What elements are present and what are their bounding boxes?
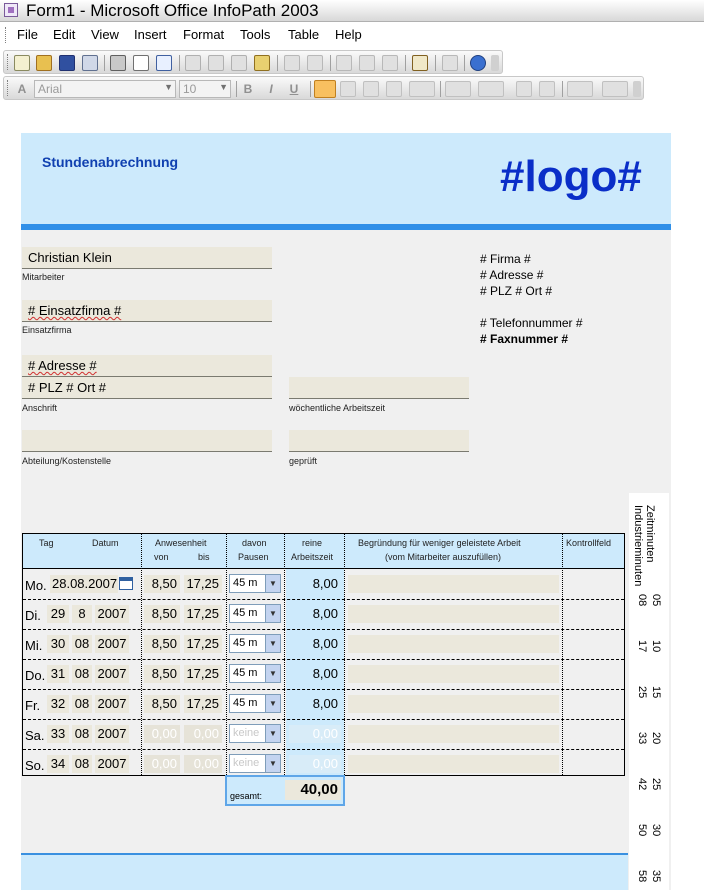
reason-input[interactable] <box>348 575 559 593</box>
column-divider <box>226 534 227 775</box>
weekly-hours-field[interactable] <box>289 377 469 399</box>
reason-input[interactable] <box>348 665 559 683</box>
time-from-input[interactable]: 0,00 <box>144 725 180 743</box>
form-title: Stundenabrechnung <box>42 154 179 170</box>
company-address: # Adresse # <box>480 268 544 282</box>
time-to-input[interactable]: 17,25 <box>184 605 222 623</box>
toolbar-separator <box>179 55 180 71</box>
side-zeit-value: 30 <box>650 824 662 837</box>
day-label: Di. <box>25 608 41 623</box>
toolbar-grip[interactable] <box>7 54 10 70</box>
side-panel <box>629 493 669 890</box>
pause-select[interactable] <box>229 634 281 653</box>
company-label: Einsatzfirma <box>22 325 72 335</box>
calendar-icon[interactable] <box>119 577 133 590</box>
footer-band <box>21 855 628 890</box>
menu-edit[interactable]: Edit <box>53 27 76 42</box>
pause-value: 45 m <box>233 697 258 709</box>
date-day-input[interactable]: 33 <box>47 725 69 743</box>
time-to-input[interactable]: 17,25 <box>184 665 222 683</box>
column-divider <box>284 534 285 775</box>
date-year-input[interactable]: 2007 <box>95 755 129 773</box>
checked-label: geprüft <box>289 456 318 466</box>
font-name-value: Arial <box>38 82 63 96</box>
total-box <box>225 775 345 806</box>
time-to-input[interactable]: 17,25 <box>184 695 222 713</box>
pause-value: 45 m <box>233 667 258 679</box>
address-line1-field[interactable] <box>22 355 272 377</box>
header-arbeitszeit: Arbeitszeit <box>291 552 334 562</box>
column-divider <box>562 534 563 775</box>
time-from-input[interactable]: 8,50 <box>144 695 180 713</box>
toolbar-separator <box>310 81 311 97</box>
row-divider <box>23 599 624 600</box>
pause-select[interactable] <box>229 604 281 623</box>
save-icon[interactable] <box>59 55 75 71</box>
menu-format[interactable]: Format <box>183 27 225 42</box>
pause-select[interactable] <box>229 574 281 593</box>
toolbar-separator <box>236 81 237 97</box>
address-line2-field[interactable] <box>22 377 272 399</box>
side-ind-value: 25 <box>636 686 648 699</box>
date-year-input[interactable]: 2007 <box>95 665 129 683</box>
infopath-app-icon[interactable] <box>4 3 18 17</box>
date-month-input[interactable]: 08 <box>72 665 92 683</box>
toolbar-separator <box>277 55 278 71</box>
side-ind-value: 58 <box>636 870 648 883</box>
day-label: Sa. <box>25 728 45 743</box>
time-to-input[interactable]: 0,00 <box>184 725 222 743</box>
help-icon[interactable] <box>470 55 486 71</box>
toolbar-grip[interactable] <box>7 80 10 96</box>
chevron-down-icon[interactable]: ▼ <box>265 575 280 592</box>
column-divider <box>344 534 345 775</box>
date-day-input[interactable]: 34 <box>47 755 69 773</box>
date-day-input[interactable]: 30 <box>47 635 69 653</box>
title-bar <box>0 0 704 22</box>
font-size-value: 10 <box>183 82 197 96</box>
insert-table-icon[interactable] <box>359 55 375 71</box>
chevron-down-icon[interactable]: ▼ <box>265 725 280 742</box>
day-label: Fr. <box>25 698 41 713</box>
date-month-input[interactable]: 08 <box>72 635 92 653</box>
menu-grip[interactable] <box>5 27 8 43</box>
company-value: # Einsatzfirma # <box>28 303 122 318</box>
side-ind-value: 33 <box>636 732 648 745</box>
date-year-input[interactable]: 2007 <box>95 605 129 623</box>
header-tag: Tag <box>39 538 54 548</box>
column-divider <box>141 534 142 775</box>
save-as-icon[interactable] <box>82 55 98 71</box>
decrease-indent-icon[interactable] <box>516 81 532 97</box>
side-zeit-value: 15 <box>650 686 662 699</box>
side-ind-value: 08 <box>636 594 648 607</box>
undo-icon[interactable] <box>284 55 300 71</box>
open-icon[interactable] <box>36 55 52 71</box>
time-to-input[interactable]: 17,25 <box>184 575 222 593</box>
header-reine: reine <box>302 538 323 548</box>
header-pausen: Pausen <box>238 552 269 562</box>
menu-help[interactable]: Help <box>335 27 362 42</box>
header-von: von <box>154 552 169 562</box>
header-anwesenheit: Anwesenheit <box>155 538 207 548</box>
logo-placeholder: #logo# <box>500 152 642 201</box>
hours-output: 0,00 <box>289 755 341 773</box>
bold-icon[interactable]: B <box>243 82 253 96</box>
checked-field[interactable] <box>289 430 469 452</box>
highlight-icon[interactable] <box>567 81 593 97</box>
hours-output: 0,00 <box>289 725 341 743</box>
row-divider <box>23 629 624 630</box>
day-label: Mo. <box>25 578 47 593</box>
company-name: # Firma # <box>480 252 531 266</box>
time-from-input[interactable]: 8,50 <box>144 605 180 623</box>
date-month-input[interactable]: 8 <box>72 605 92 623</box>
pause-select[interactable] <box>229 694 281 713</box>
reason-input[interactable] <box>348 725 559 743</box>
time-from-input[interactable]: 8,50 <box>144 665 180 683</box>
hours-output: 8,00 <box>289 695 341 713</box>
time-to-input[interactable]: 0,00 <box>184 755 222 773</box>
side-ind-value: 50 <box>636 824 648 837</box>
side-title-industrieminuten: Industrieminuten <box>632 505 644 587</box>
department-field[interactable] <box>22 430 272 452</box>
date-month-input[interactable]: 08 <box>72 695 92 713</box>
header-begruendung: Begründung für weniger geleistete Arbeit <box>358 538 521 548</box>
company-field[interactable] <box>22 300 272 322</box>
header-begruendung-sub: (vom Mitarbeiter auszufüllen) <box>385 552 502 562</box>
chevron-down-icon: ▼ <box>164 82 173 92</box>
toolbar-separator <box>562 81 563 97</box>
header-kontrollfeld: Kontrollfeld <box>566 538 612 548</box>
insert-picture-icon[interactable] <box>382 55 398 71</box>
row-divider <box>23 719 624 720</box>
day-label: Do. <box>25 668 46 683</box>
underline-icon[interactable]: U <box>289 82 299 96</box>
row-divider <box>23 659 624 660</box>
reason-input[interactable] <box>348 635 559 653</box>
side-title-zeitminuten: Zeitminuten <box>644 505 656 563</box>
numbering-icon[interactable] <box>445 81 471 97</box>
standard-toolbar <box>3 50 503 74</box>
weekly-hours-label: wöchentliche Arbeitszeit <box>289 403 386 413</box>
menu-file[interactable]: File <box>17 27 38 42</box>
row-divider <box>23 689 624 690</box>
header-bis: bis <box>198 552 210 562</box>
day-label: So. <box>25 758 45 773</box>
toolbar-separator <box>435 55 436 71</box>
menu-tools[interactable]: Tools <box>240 27 271 42</box>
menu-view[interactable]: View <box>91 27 119 42</box>
pause-select[interactable] <box>229 664 281 683</box>
company-fax: # Faxnummer # <box>480 332 569 346</box>
format-painter-icon[interactable] <box>254 55 270 71</box>
increase-indent-icon[interactable] <box>539 81 555 97</box>
pause-select[interactable] <box>229 754 281 773</box>
toolbar-options-icon[interactable] <box>633 81 641 97</box>
total-label: gesamt: <box>230 791 263 801</box>
pause-value: 45 m <box>233 607 258 619</box>
time-to-input[interactable]: 17,25 <box>184 635 222 653</box>
department-label: Abteilung/Kostenstelle <box>22 456 112 466</box>
justify-icon[interactable] <box>386 81 402 97</box>
address-line1-value: # Adresse # <box>28 358 97 373</box>
employee-label: Mitarbeiter <box>22 272 65 282</box>
menu-table[interactable]: Table <box>288 27 320 42</box>
time-table <box>22 533 625 776</box>
date-year-input[interactable]: 2007 <box>95 635 129 653</box>
date-day-input[interactable]: 32 <box>47 695 69 713</box>
formatting-toolbar <box>3 76 644 100</box>
print-preview-icon[interactable] <box>133 55 149 71</box>
chevron-down-icon[interactable]: ▼ <box>265 755 280 772</box>
reason-input[interactable] <box>348 755 559 773</box>
paste-icon[interactable] <box>231 55 247 71</box>
font-size-combo[interactable] <box>179 80 231 98</box>
date-input[interactable]: 28.08.2007 <box>52 576 118 591</box>
spelling-icon[interactable] <box>156 55 172 71</box>
line-spacing-icon[interactable] <box>409 81 435 97</box>
side-zeit-value: 20 <box>650 732 662 745</box>
company-phone: # Telefonnummer # <box>480 316 583 330</box>
hours-output: 8,00 <box>289 575 341 593</box>
design-tasks-icon[interactable] <box>412 55 428 71</box>
day-label: Mi. <box>25 638 43 653</box>
header-datum: Datum <box>92 538 119 548</box>
date-month-input[interactable]: 08 <box>72 725 92 743</box>
align-center-icon[interactable] <box>340 81 356 97</box>
font-name-combo[interactable] <box>34 80 176 98</box>
pause-select[interactable] <box>229 724 281 743</box>
cut-icon[interactable] <box>185 55 201 71</box>
chevron-down-icon: ▼ <box>219 82 228 92</box>
address-label: Anschrift <box>22 403 58 413</box>
toolbar-separator <box>440 81 441 97</box>
hyperlink-icon[interactable] <box>336 55 352 71</box>
employee-field[interactable] <box>22 247 272 269</box>
hours-output: 8,00 <box>289 665 341 683</box>
side-zeit-value: 05 <box>650 594 662 607</box>
total-value: 40,00 <box>285 780 341 800</box>
date-month-input[interactable]: 08 <box>72 755 92 773</box>
header-divider <box>21 224 671 230</box>
date-year-input[interactable]: 2007 <box>95 695 129 713</box>
side-zeit-value: 25 <box>650 778 662 791</box>
reason-input[interactable] <box>348 605 559 623</box>
digital-signature-icon[interactable] <box>442 55 458 71</box>
align-left-icon[interactable] <box>314 80 336 98</box>
bullets-icon[interactable] <box>478 81 504 97</box>
toolbar-separator <box>464 55 465 71</box>
toolbar-options-icon[interactable] <box>491 55 499 71</box>
pause-value: keine <box>233 757 260 769</box>
chevron-down-icon[interactable]: ▼ <box>265 695 280 712</box>
align-right-icon[interactable] <box>363 81 379 97</box>
italic-icon[interactable]: I <box>269 82 273 96</box>
font-color-icon[interactable] <box>602 81 628 97</box>
redo-icon[interactable] <box>307 55 323 71</box>
print-icon[interactable] <box>110 55 126 71</box>
copy-icon[interactable] <box>208 55 224 71</box>
address-line2-value: # PLZ # Ort # <box>28 380 107 395</box>
date-year-input[interactable]: 2007 <box>95 725 129 743</box>
pause-value: 45 m <box>233 637 258 649</box>
toolbar-separator <box>104 55 105 71</box>
new-icon[interactable] <box>14 55 30 71</box>
menu-insert[interactable]: Insert <box>134 27 167 42</box>
chevron-down-icon[interactable]: ▼ <box>265 605 280 622</box>
time-from-input[interactable]: 8,50 <box>144 575 180 593</box>
chevron-down-icon[interactable]: ▼ <box>265 665 280 682</box>
window-title: Form1 - Microsoft Office InfoPath 2003 <box>26 1 319 20</box>
time-from-input[interactable]: 0,00 <box>144 755 180 773</box>
row-divider <box>23 749 624 750</box>
styles-icon[interactable]: A <box>17 82 27 96</box>
date-day-input[interactable]: 29 <box>47 605 69 623</box>
time-from-input[interactable]: 8,50 <box>144 635 180 653</box>
side-ind-value: 42 <box>636 778 648 791</box>
side-zeit-value: 10 <box>650 640 662 653</box>
hours-output: 8,00 <box>289 605 341 623</box>
menu-bar <box>0 24 704 46</box>
company-city: # PLZ # Ort # <box>480 284 553 298</box>
toolbar-separator <box>330 55 331 71</box>
side-zeit-value: 35 <box>650 870 662 883</box>
chevron-down-icon[interactable]: ▼ <box>265 635 280 652</box>
date-day-input[interactable]: 31 <box>47 665 69 683</box>
pause-value: keine <box>233 727 260 739</box>
toolbar-separator <box>405 55 406 71</box>
reason-input[interactable] <box>348 695 559 713</box>
employee-value: Christian Klein <box>28 250 112 265</box>
header-davon: davon <box>242 538 267 548</box>
side-ind-value: 17 <box>636 640 648 653</box>
pause-value: 45 m <box>233 577 258 589</box>
hours-output: 8,00 <box>289 635 341 653</box>
